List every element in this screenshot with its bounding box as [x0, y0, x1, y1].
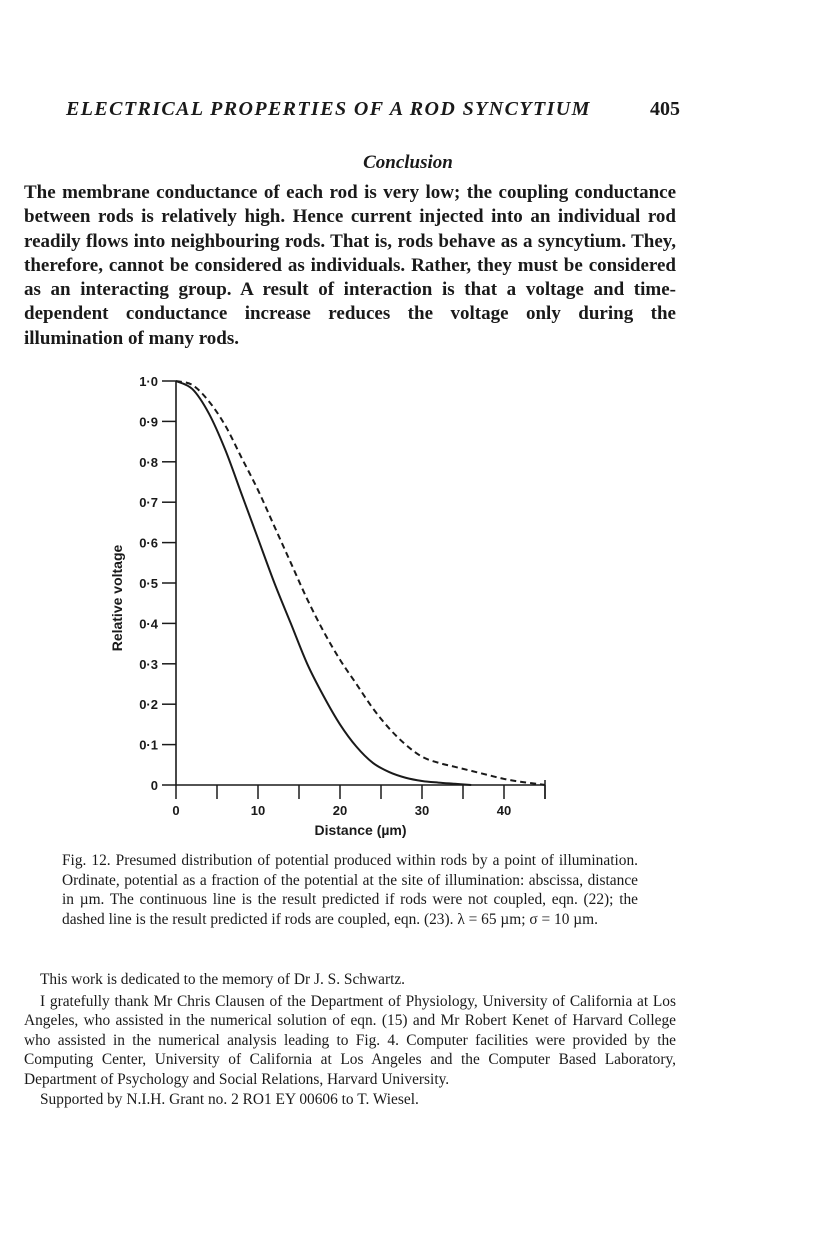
coupled-rods-dashed-line: [176, 381, 545, 785]
x-tick-label: 30: [414, 803, 430, 818]
y-tick-label: 1·0: [139, 374, 158, 389]
y-tick-label: 0: [150, 778, 158, 793]
figure-12-chart: [90, 360, 560, 840]
x-tick-label: 10: [250, 803, 266, 818]
thanks-text: I gratefully thank Mr Chris Clausen of the Department of Physiology, University of California at Los Angeles, who assisted in the numerical solution of eqn. (15) and Mr Robert Kenet of Harvard College who assisted in the numerical analysis leading to Fig. 4. Computer facilities were provided by the Computing Center, University of California at Los Angeles and the Computer Based Laboratory, Department of Psychology and Social Relations, Harvard University.: [24, 992, 676, 1088]
x-tick-label: 20: [332, 803, 348, 818]
running-head: [66, 98, 680, 128]
y-tick-label: 0·9: [139, 414, 158, 430]
section-heading: Conclusion: [363, 152, 453, 173]
x-axis-label: Distance (µm): [314, 822, 407, 838]
conclusion-paragraph: The membrane conductance of each rod is very low; the coupling conductance between rods is relatively high. Hence current injected into an individual rod readily flows into neighbouring rods. That is, rods behave as a syncytium. They, therefore, cannot be considered as individuals. Rather, they must be considered as an interacting group. A result of interaction is that a voltage and time-dependent conductance increase reduces the voltage only during the illumination of many rods.: [24, 182, 676, 349]
page-number: 405: [650, 98, 680, 120]
support-text: Supported by N.I.H. Grant no. 2 RO1 EY 00606 to T. Wiesel.: [40, 1090, 419, 1108]
acknowledgements: [24, 970, 676, 1109]
figure-caption: Fig. 12. Presumed distribution of potential produced within rods by a point of illumination. Ordinate, potential as a fraction of the potential at the site of illumination: abscissa, distance in µm. The continuous line is the result predicted if rods were not coupled, eqn. (22); the dashed line is the result predicted if rods are coupled, eqn. (23). λ = 65 µm; σ = 10 µm.: [62, 852, 638, 928]
y-tick-label: 0·8: [139, 454, 158, 470]
y-tick-label: 0·4: [139, 616, 158, 632]
x-tick-label: 40: [496, 803, 512, 818]
y-tick-label: 0·2: [139, 697, 158, 713]
dedication-text: This work is dedicated to the memory of Dr J. S. Schwartz.: [40, 971, 406, 988]
y-tick-label: 0·6: [139, 535, 158, 551]
y-tick-label: 0·1: [139, 737, 158, 753]
y-tick-label: 0·7: [139, 495, 158, 511]
y-tick-label: 0·3: [139, 656, 158, 672]
y-axis-label: Relative voltage: [109, 544, 125, 652]
running-head-title: ELECTRICAL PROPERTIES OF A ROD SYNCYTIUM: [66, 98, 591, 120]
uncoupled-rods-solid-line: [176, 381, 471, 785]
y-tick-label: 0·5: [139, 576, 158, 591]
x-tick-label: 0: [172, 803, 180, 818]
